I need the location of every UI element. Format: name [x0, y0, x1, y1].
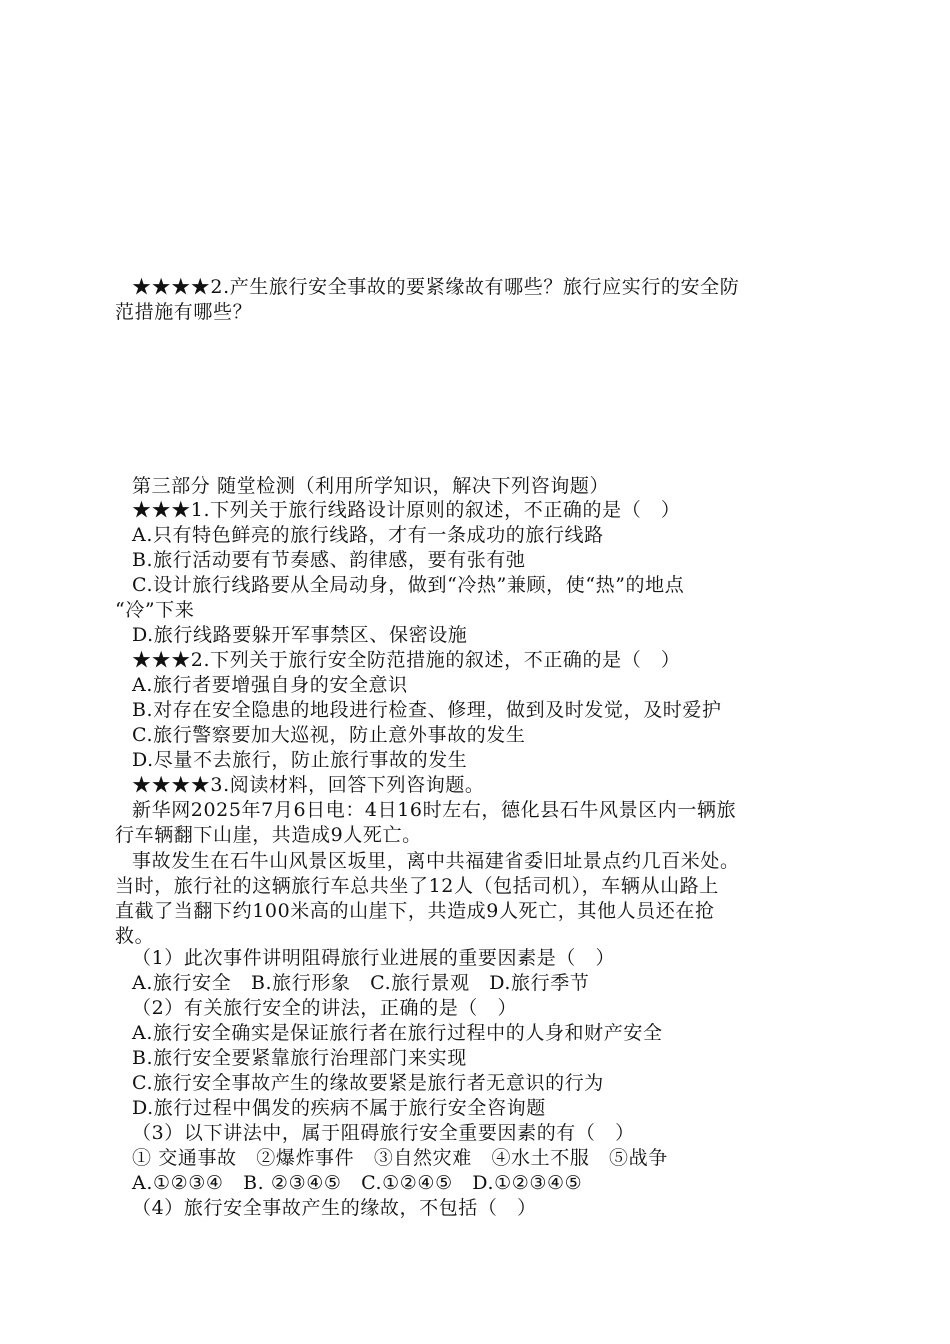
mc-question-1-option-b: B.旅行活动要有节奏感、韵律感，要有张有弛: [132, 549, 526, 571]
sub-question-2-option-a: A.旅行安全确实是保证旅行者在旅行过程中的人身和财产安全: [132, 1022, 663, 1044]
sub-question-3-options: A.①②③④ B. ②③④⑤ C.①②④⑤ D.①②③④⑤: [132, 1172, 583, 1194]
question-2-line-2: 范措施有哪些？: [115, 301, 253, 323]
accident-paragraph-line-4: 救。: [115, 925, 155, 947]
question-3-stem: ★★★★3.阅读材料，回答下列咨询题。: [132, 774, 485, 796]
news-paragraph-line-1: 新华网2025年7月6日电：4日16时左右，德化县石牛风景区内一辆旅: [132, 799, 737, 821]
sub-question-3-items: ① 交通事故 ②爆炸事件 ③自然灾难 ④水土不服 ⑤战争: [132, 1147, 668, 1169]
mc-question-2-option-d: D.尽量不去旅行，防止旅行事故的发生: [132, 749, 468, 771]
sub-question-2-stem: （2）有关旅行安全的讲法，正确的是（ ）: [132, 997, 518, 1019]
mc-question-2-option-a: A.旅行者要增强自身的安全意识: [132, 674, 408, 696]
mc-question-2-option-b: B.对存在安全隐患的地段进行检查、修理，做到及时发觉，及时爱护: [132, 699, 722, 721]
mc-question-1-option-c-line-1: C.设计旅行线路要从全局动身，做到“冷热”兼顾，使“热”的地点: [132, 574, 685, 596]
sub-question-2-option-b: B.旅行安全要紧靠旅行治理部门来实现: [132, 1047, 467, 1069]
section-3-heading: 第三部分 随堂检测（利用所学知识，解决下列咨询题）: [132, 475, 610, 497]
sub-question-3-stem: （3）以下讲法中，属于阻碍旅行安全重要因素的有（ ）: [132, 1122, 635, 1144]
news-paragraph-line-2: 行车辆翻下山崖，共造成9人死亡。: [115, 824, 422, 846]
sub-question-1-stem: （1）此次事件讲明阻碍旅行业进展的重要因素是（ ）: [132, 947, 616, 969]
mc-question-1-option-c-line-2: “冷”下来: [115, 599, 195, 621]
sub-question-2-option-d: D.旅行过程中偶发的疾病不属于旅行安全咨询题: [132, 1097, 546, 1119]
mc-question-1-option-a: A.只有特色鲜亮的旅行线路，才有一条成功的旅行线路: [132, 524, 604, 546]
sub-question-4-stem: （4）旅行安全事故产生的缘故，不包括（ ）: [132, 1197, 537, 1219]
mc-question-1-option-d: D.旅行线路要躲开军事禁区、保密设施: [132, 624, 468, 646]
accident-paragraph-line-2: 当时，旅行社的这辆旅行车总共坐了12人（包括司机），车辆从山路上: [115, 875, 719, 897]
accident-paragraph-line-3: 直截了当翻下约100米高的山崖下，共造成9人死亡，其他人员还在抢: [115, 900, 715, 922]
sub-question-2-option-c: C.旅行安全事故产生的缘故要紧是旅行者无意识的行为: [132, 1072, 604, 1094]
mc-question-2-stem: ★★★2.下列关于旅行安全防范措施的叙述，不正确的是（ ）: [132, 649, 681, 671]
mc-question-1-stem: ★★★1.下列关于旅行线路设计原则的叙述，不正确的是（ ）: [132, 499, 681, 521]
accident-paragraph-line-1: 事故发生在石牛山风景区坂里，离中共福建省委旧址景点约几百米处。: [132, 850, 740, 872]
sub-question-1-options: A.旅行安全 B.旅行形象 C.旅行景观 D.旅行季节: [132, 972, 590, 994]
mc-question-2-option-c: C.旅行警察要加大巡视，防止意外事故的发生: [132, 724, 526, 746]
question-2-line-1: ★★★★2.产生旅行安全事故的要紧缘故有哪些？旅行应实行的安全防: [132, 276, 740, 298]
